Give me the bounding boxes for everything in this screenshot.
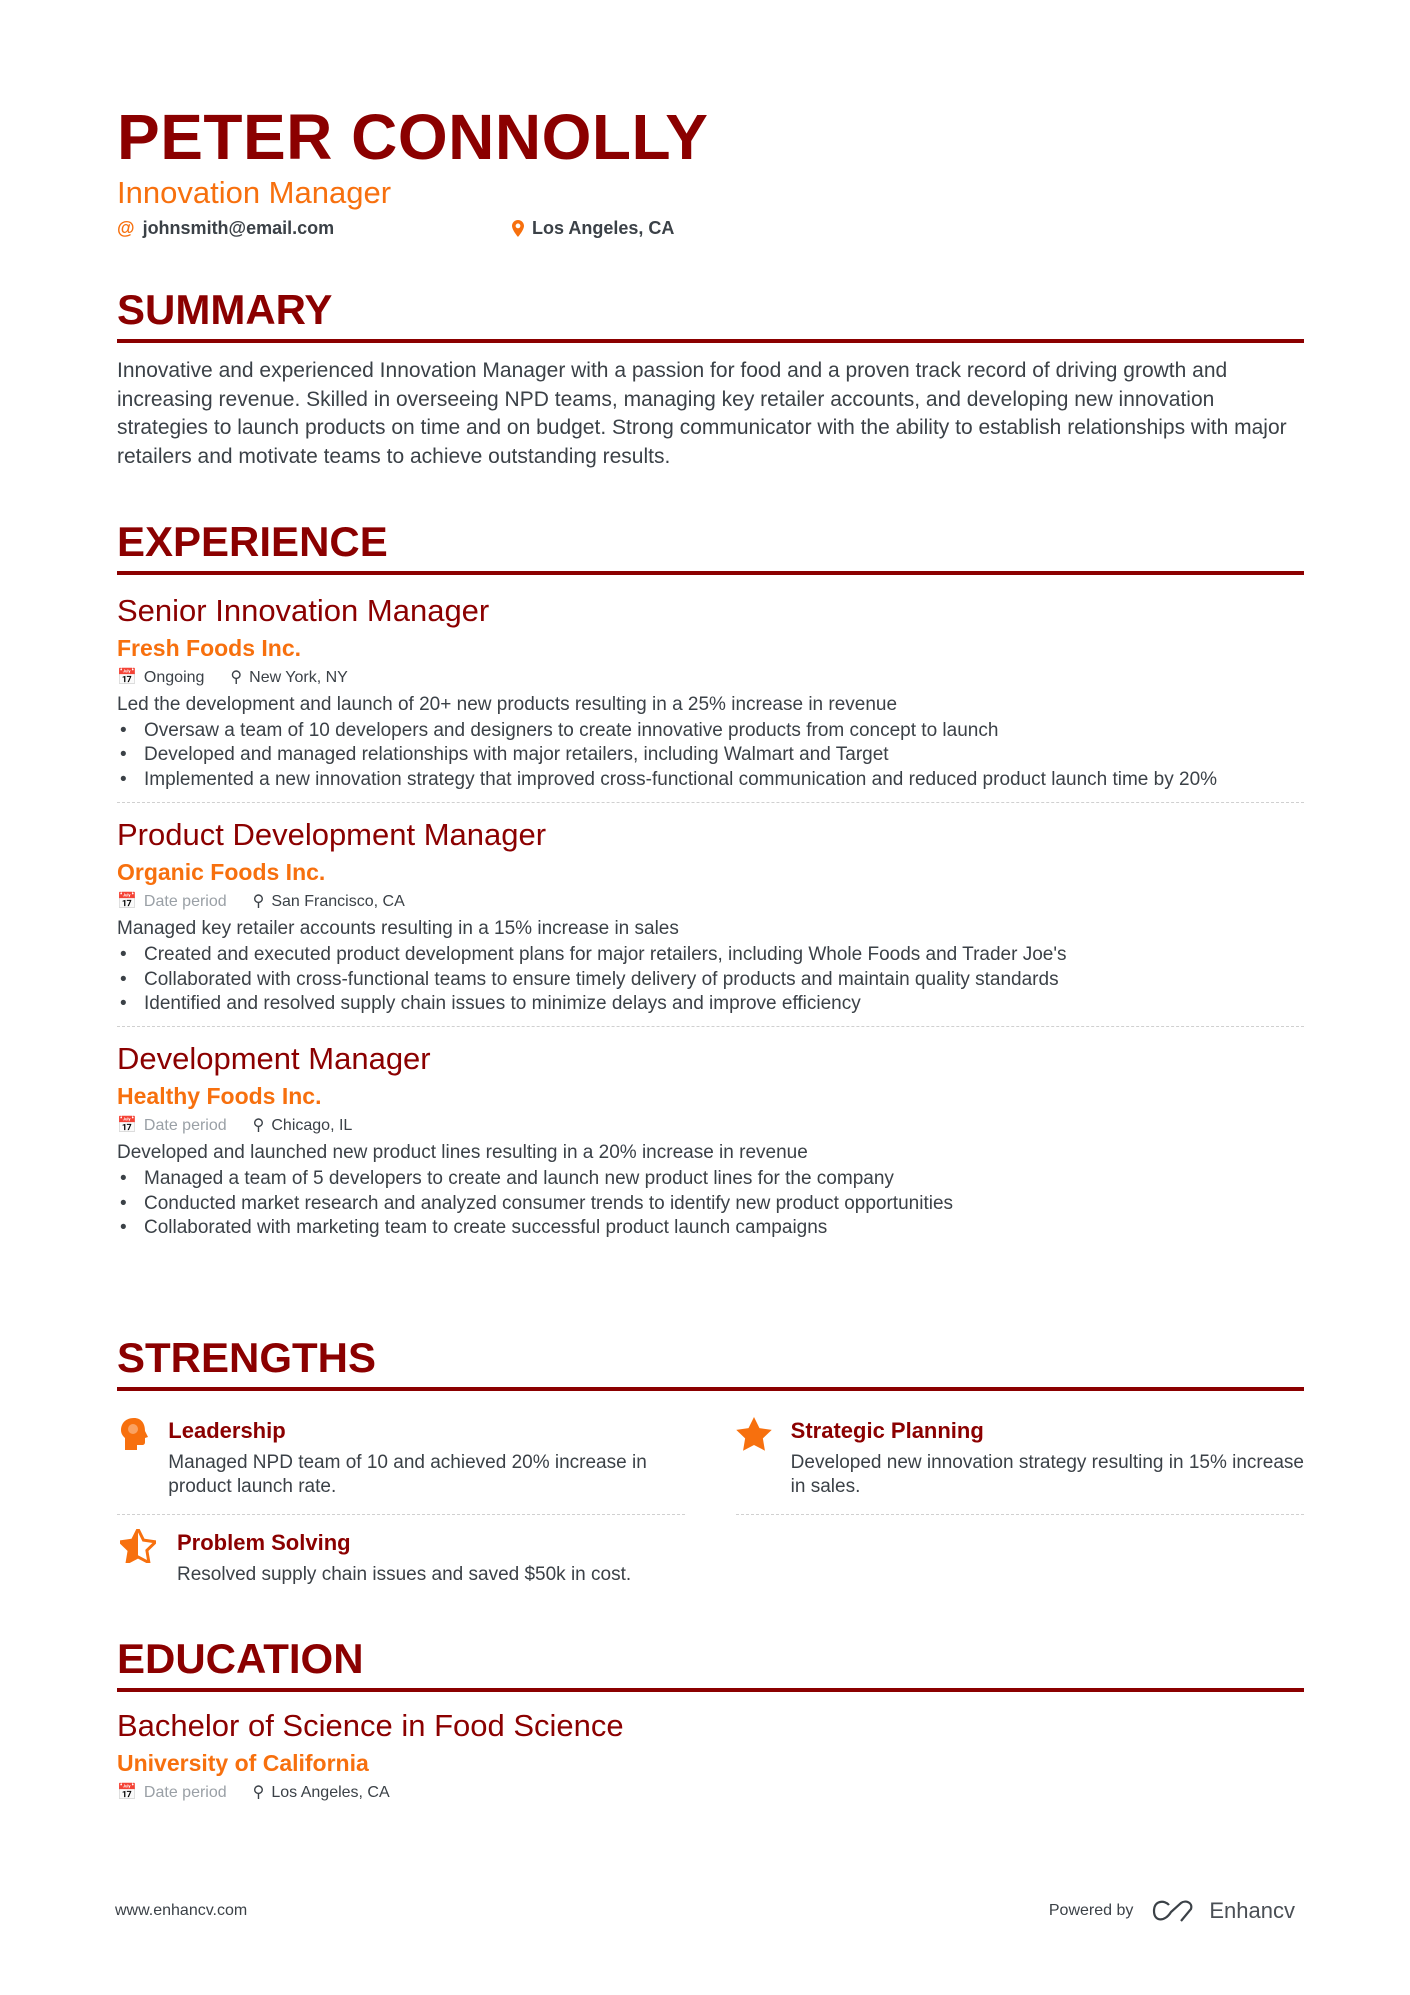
bullet-item: • Managed a team of 5 developers to create and launch new product lines for the company xyxy=(117,1167,1304,1191)
strength-text: Resolved supply chain issues and saved $50k in cost. xyxy=(177,1563,632,1585)
degree: Bachelor of Science in Food Science xyxy=(117,1708,624,1743)
school: University of California xyxy=(117,1750,369,1776)
at-icon: @ xyxy=(117,218,135,238)
section-heading: EXPERIENCE xyxy=(117,518,388,565)
star-icon xyxy=(736,1417,772,1451)
strength-text: Managed NPD team of 10 and achieved 20% increase in product launch rate. xyxy=(168,1452,647,1498)
company: Organic Foods Inc. xyxy=(117,859,326,886)
job-date: Date period xyxy=(143,893,227,911)
strength-title: Problem Solving xyxy=(177,1529,351,1555)
strength-text: Developed new innovation strategy resulting in 15% increase in sales. xyxy=(790,1452,1304,1498)
location: Los Angeles, CA xyxy=(532,218,675,238)
section-heading: EDUCATION xyxy=(117,1635,364,1682)
job-location: New York, NY xyxy=(249,669,348,686)
job-description: Managed key retailer accounts resulting in a 15% increase in sales xyxy=(117,918,679,940)
head-icon xyxy=(119,1417,149,1453)
contact-row xyxy=(117,218,674,239)
strength-title: Strategic Planning xyxy=(790,1418,984,1443)
footer xyxy=(115,1898,1295,1924)
experience-section xyxy=(117,517,1304,1263)
strength-title: Leadership xyxy=(168,1418,286,1443)
bullet-item: • Developed and managed relationships with major retailers, including Walmart and Target xyxy=(117,743,1304,767)
job-description: Led the development and launch of 20+ new products resulting in a 25% increase in revenue xyxy=(117,694,898,715)
bullet-item: • Created and executed product development plans for major retailers, including Whole Foods and Trader Joe's xyxy=(117,943,1304,967)
strength-item xyxy=(117,1515,685,1601)
summary-text: Innovative and experienced Innovation Manager with a passion for food and a proven track record of driving growth and increasing revenue. Skilled in overseeing NPD teams, managing key retailer accounts, and developing new innovation strategies to launch products on time and on budget. Strong communicator with the ability to establish relationships with major retailers and motivate teams to achieve outstanding results. xyxy=(117,359,1287,468)
bullet-item: • Collaborated with marketing team to create successful product launch campaigns xyxy=(117,1216,1304,1240)
job-entry xyxy=(117,815,1304,1027)
summary-section xyxy=(117,285,1304,471)
section-heading: STRENGTHS xyxy=(117,1334,377,1381)
enhancv-logo-icon xyxy=(1151,1899,1197,1923)
job-title: Product Development Manager xyxy=(117,817,547,853)
strengths-section xyxy=(117,1333,1304,1601)
job-date: Ongoing xyxy=(143,669,205,686)
bullet-item: • Identified and resolved supply chain issues to minimize delays and improve efficiency xyxy=(117,992,1304,1016)
section-heading: SUMMARY xyxy=(117,286,333,333)
calendar-icon: 📅 xyxy=(117,1117,137,1135)
job-entry xyxy=(117,1039,1304,1250)
job-bullets xyxy=(117,1167,1304,1240)
job-title: Senior Innovation Manager xyxy=(117,593,490,628)
section-divider xyxy=(117,1688,1304,1692)
enhancv-logo[interactable] xyxy=(1151,1898,1295,1924)
job-location: San Francisco, CA xyxy=(271,893,405,911)
bullet-item: • Oversaw a team of 10 developers and designers to create innovative products from concept to launch xyxy=(117,719,1304,743)
education-section xyxy=(117,1634,1304,1806)
section-divider xyxy=(117,339,1304,343)
bullet-item: • Implemented a new innovation strategy that improved cross-functional communication and reduced product launch time by 20% xyxy=(117,768,1304,792)
job-bullets xyxy=(117,943,1304,1016)
edu-location: Los Angeles, CA xyxy=(271,1784,390,1801)
job-bullets xyxy=(117,719,1304,792)
calendar-icon: 📅 xyxy=(117,1784,137,1801)
location-pin-icon xyxy=(512,220,524,237)
email[interactable]: johnsmith@email.com xyxy=(142,218,335,238)
powered-by: Powered by xyxy=(1048,1902,1134,1919)
strength-item xyxy=(117,1403,685,1515)
bullet-item: • Conducted market research and analyzed consumer trends to identify new product opportunities xyxy=(117,1192,1304,1216)
company: Fresh Foods Inc. xyxy=(117,635,302,661)
location-pin-icon: ⚲ xyxy=(252,1784,265,1801)
job-location: Chicago, IL xyxy=(271,1117,353,1135)
job-entry xyxy=(117,591,1304,803)
company: Healthy Foods Inc. xyxy=(117,1083,322,1110)
section-divider xyxy=(117,571,1304,575)
section-divider xyxy=(117,1387,1304,1391)
location-pin-icon: ⚲ xyxy=(252,1117,265,1135)
bullet-item: • Collaborated with cross-functional teams to ensure timely delivery of products and maintain quality standards xyxy=(117,968,1304,992)
location-pin-icon: ⚲ xyxy=(252,893,265,911)
website-link[interactable]: www.enhancv.com xyxy=(115,1902,248,1919)
calendar-icon: 📅 xyxy=(117,669,137,686)
candidate-name: PETER CONNOLLY xyxy=(117,101,709,173)
job-title: Development Manager xyxy=(117,1041,431,1077)
calendar-icon: 📅 xyxy=(117,893,137,911)
job-description: Developed and launched new product lines resulting in a 20% increase in revenue xyxy=(117,1142,808,1164)
half-star-icon xyxy=(120,1529,156,1563)
edu-date: Date period xyxy=(143,1784,227,1801)
candidate-title: Innovation Manager xyxy=(117,175,392,210)
location-pin-icon: ⚲ xyxy=(230,669,243,686)
brand-name: Enhancv xyxy=(1209,1898,1295,1923)
job-date: Date period xyxy=(143,1117,227,1135)
strength-item xyxy=(736,1403,1304,1515)
